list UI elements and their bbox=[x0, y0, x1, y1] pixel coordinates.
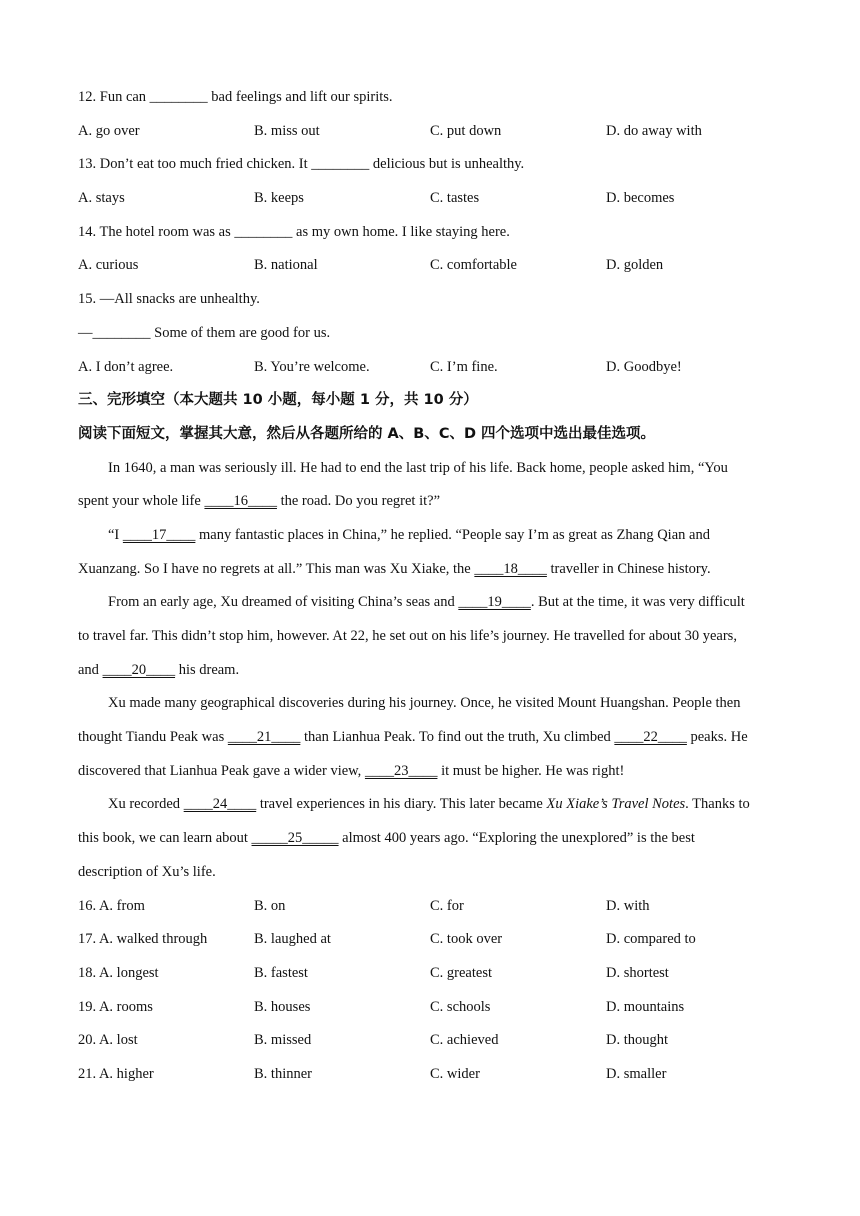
option-a: 19. A. rooms bbox=[78, 998, 153, 1015]
blank-25: _____25_____ bbox=[251, 830, 339, 847]
option-d: D. shortest bbox=[606, 964, 669, 981]
cloze-18-options bbox=[78, 960, 788, 994]
passage-text: . Thanks to bbox=[685, 796, 750, 813]
option-a: 21. A. higher bbox=[78, 1065, 154, 1082]
passage-line bbox=[78, 825, 788, 859]
passage-text: “I bbox=[108, 526, 123, 543]
question-14-stem: 14. The hotel room was as ________ as my own home. I like staying here. bbox=[78, 223, 510, 240]
option-a: A. curious bbox=[78, 257, 139, 274]
option-d: D. compared to bbox=[606, 931, 696, 948]
blank-17: ____17____ bbox=[122, 526, 196, 543]
passage-line bbox=[78, 556, 788, 590]
passage-text: Xu recorded bbox=[108, 796, 184, 813]
question-13-stem: 13. Don’t eat too much fried chicken. It ________ delicious but is unhealthy. bbox=[78, 156, 525, 173]
option-b: B. missed bbox=[254, 1032, 312, 1049]
question-14-options bbox=[78, 252, 788, 286]
option-c: C. comfortable bbox=[430, 257, 517, 274]
blank-16: ____16____ bbox=[204, 493, 277, 510]
option-d: D. smaller bbox=[606, 1065, 667, 1082]
option-d: D. becomes bbox=[606, 190, 675, 207]
passage-line: description of Xu’s life. bbox=[78, 863, 216, 880]
book-title: Xu Xiake’s Travel Notes bbox=[546, 796, 686, 813]
option-b: B. You’re welcome. bbox=[254, 358, 370, 375]
blank-23: ____23____ bbox=[364, 762, 438, 779]
blank-24: ____24____ bbox=[183, 796, 257, 813]
question-12-options bbox=[78, 118, 788, 152]
section-title: 三、完形填空（本大题共 10 小题，每小题 1 分，共 10 分） bbox=[78, 392, 478, 409]
option-a: A. go over bbox=[78, 122, 140, 139]
option-b: B. on bbox=[254, 897, 286, 914]
cloze-17-options bbox=[78, 926, 788, 960]
blank-21: ____21____ bbox=[227, 729, 301, 746]
passage-text: spent your whole life bbox=[78, 493, 205, 510]
exam-page bbox=[78, 84, 788, 1095]
option-a: 17. A. walked through bbox=[78, 931, 208, 948]
cloze-16-options bbox=[78, 893, 788, 927]
option-b: B. national bbox=[254, 257, 318, 274]
option-c: C. for bbox=[430, 897, 464, 914]
option-a: 16. A. from bbox=[78, 897, 145, 914]
option-d: D. with bbox=[606, 897, 650, 914]
option-d: D. golden bbox=[606, 257, 664, 274]
option-c: C. achieved bbox=[430, 1032, 499, 1049]
passage-text: almost 400 years ago. “Exploring the unexplored” is the best bbox=[338, 830, 695, 847]
passage-text: the road. Do you regret it?” bbox=[276, 493, 441, 510]
option-c: C. schools bbox=[430, 998, 491, 1015]
passage-line bbox=[78, 791, 788, 825]
question-15-reply: —________ Some of them are good for us. bbox=[78, 324, 331, 341]
option-b: B. miss out bbox=[254, 122, 320, 139]
option-a: A. I don’t agree. bbox=[78, 358, 174, 375]
cloze-19-options bbox=[78, 994, 788, 1028]
option-c: C. greatest bbox=[430, 964, 493, 981]
passage-line: In 1640, a man was seriously ill. He had to end the last trip of his life. Back home, people asked him, “You bbox=[108, 459, 728, 476]
option-c: C. put down bbox=[430, 122, 502, 139]
passage-text: peaks. He bbox=[686, 729, 748, 746]
option-c: C. took over bbox=[430, 931, 503, 948]
passage-text: and bbox=[78, 661, 103, 678]
passage-text: Xuanzang. So I have no regrets at all.” This man was Xu Xiake, the bbox=[78, 560, 475, 577]
blank-20: ____20____ bbox=[102, 661, 176, 678]
question-12-stem: 12. Fun can ________ bad feelings and lift our spirits. bbox=[78, 89, 393, 105]
option-d: D. mountains bbox=[606, 998, 685, 1015]
passage-line: to travel far. This didn’t stop him, however. At 22, he set out on his life’s journey. He travelled for about 30 years, bbox=[78, 628, 737, 644]
blank-19: ____19____ bbox=[458, 594, 531, 611]
blank-18: ____18____ bbox=[474, 560, 547, 577]
passage-line bbox=[78, 488, 788, 522]
option-c: C. tastes bbox=[430, 190, 480, 207]
passage-text: . But at the time, it was very difficult bbox=[530, 594, 745, 611]
passage-text: it must be higher. He was right! bbox=[437, 762, 625, 779]
passage-text: thought Tiandu Peak was bbox=[78, 729, 228, 746]
question-13-options bbox=[78, 185, 788, 219]
option-d: D. Goodbye! bbox=[606, 358, 682, 375]
passage-line bbox=[78, 657, 788, 691]
passage-text: than Lianhua Peak. To find out the truth, Xu climbed bbox=[300, 729, 615, 746]
question-15-stem: 15. —All snacks are unhealthy. bbox=[78, 291, 260, 308]
passage-text: traveller in Chinese history. bbox=[546, 560, 711, 577]
option-c: C. I’m fine. bbox=[430, 358, 498, 375]
option-d: D. thought bbox=[606, 1032, 669, 1049]
blank-22: ____22____ bbox=[614, 729, 687, 746]
passage-text: this book, we can learn about bbox=[78, 830, 252, 847]
option-a: A. stays bbox=[78, 190, 125, 207]
option-c: C. wider bbox=[430, 1065, 480, 1082]
passage-line bbox=[78, 724, 788, 758]
passage-line bbox=[78, 758, 788, 792]
passage-line bbox=[78, 589, 788, 623]
passage-text: discovered that Lianhua Peak gave a wider view, bbox=[78, 762, 365, 779]
option-a: 20. A. lost bbox=[78, 1032, 138, 1049]
option-b: B. keeps bbox=[254, 190, 304, 207]
option-b: B. thinner bbox=[254, 1065, 312, 1082]
passage-line: Xu made many geographical discoveries during his journey. Once, he visited Mount Huangshan. People then bbox=[108, 695, 741, 712]
cloze-20-options bbox=[78, 1027, 788, 1061]
question-15-options bbox=[78, 354, 788, 388]
cloze-21-options bbox=[78, 1061, 788, 1095]
passage-text: travel experiences in his diary. This later became bbox=[256, 796, 547, 813]
option-d: D. do away with bbox=[606, 122, 702, 139]
option-b: B. laughed at bbox=[254, 931, 331, 948]
passage-text: his dream. bbox=[175, 661, 240, 678]
option-b: B. fastest bbox=[254, 964, 308, 981]
passage-text: From an early age, Xu dreamed of visiting China’s seas and bbox=[108, 594, 459, 611]
passage-text: many fantastic places in China,” he replied. “People say I’m as great as Zhang Qian and bbox=[195, 526, 710, 543]
section-instruction: 阅读下面短文，掌握其大意，然后从各题所给的 A、B、C、D 四个选项中选出最佳选项。 bbox=[78, 425, 656, 442]
option-a: 18. A. longest bbox=[78, 964, 159, 981]
passage-line bbox=[78, 522, 788, 556]
option-b: B. houses bbox=[254, 998, 311, 1015]
